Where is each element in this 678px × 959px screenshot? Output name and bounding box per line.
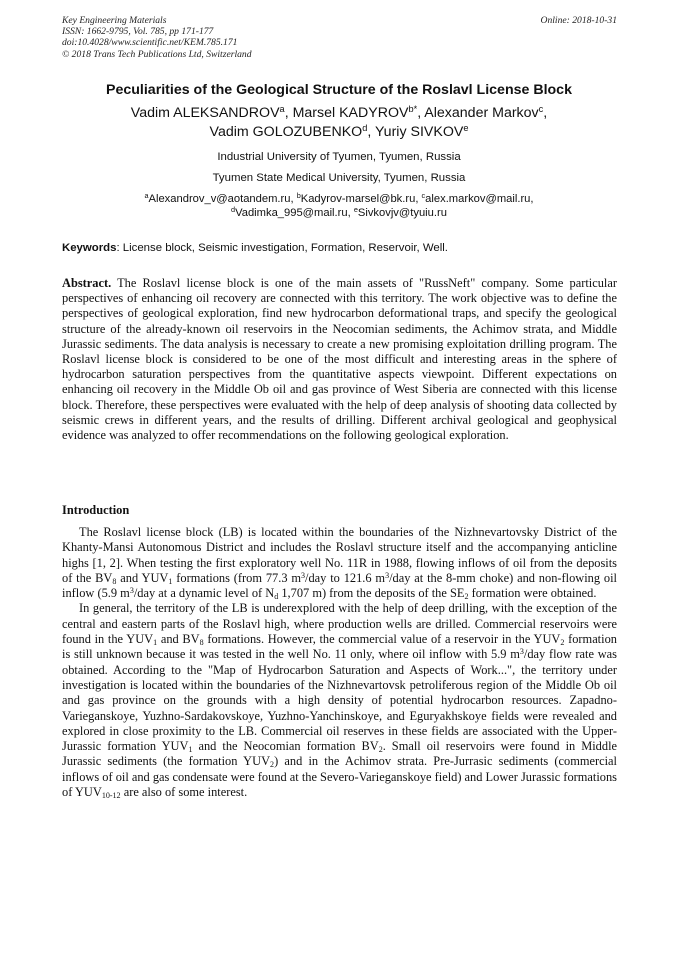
email-link[interactable]: Kadyrov-marsel@bk.ru, (300, 193, 422, 205)
paragraph: The Roslavl license block (LB) is located within the boundaries of the Nizhnevartovsky District of the Khanty-Mansi Autonomous District and includes the Roslavl structure itself and the accompanying anticline highs [1, 2]. When testing the first exploratory well No. 11R in 1988, flowing inflows of oil from the deposits of the $BV_8$ and $YUV_1$ formations (from 77.3 $m^3$/day to 121.6 $m^3$/day at the 8-mm choke) and non-flowing oil inflow (5.9 $m^3$/day at a dynamic level of $N_d$ 1,707 m) from the deposits of the $SE_2$ formation were obtained. (62, 525, 617, 602)
email-link[interactable]: Sivkovjv@tyuiu.ru (357, 207, 447, 219)
journal-header (62, 15, 617, 60)
paragraph: In general, the territory of the LB is underexplored with the help of deep drilling, with the exception of the central and eastern parts of the Roslavl high, where production wells are drilled. Commercial reservoirs were found in the $YUV_1$ and $BV_8$ formations. However, the commercial value of a reservoir in the $YUV_2$ formation is still unknown because it was tested in the well No. 11 only, where oil inflow with 5.9 $m^3$/day flow rate was obtained. According to the "Map of Hydrocarbon Saturation and Aspects of Work...", the territory under investigation is located within the boundaries of the Nizhnevartovsk petroliferous region of the Middle Ob oil and gas province on the grounds with a high density of potential hydrocarbon resources. Zapadno-Varieganskoye, Yuzhno-Sardakovskoye, Yuzhno-Yanchinskoye, and Eguryakhskoye fields were revealed and explored in close proximity to the LB. Commercial oil reserves in these fields are associated with the Upper-Jurassic formation $YUV_1$ and the Neocomian formation $BV_2$. Small oil reservoirs were found in Middle Jurassic sediments (the formation $YUV_2$) and in the Achimov strata. Pre-Jurrasic sediments (commercial inflows of oil and gas condensate were found at the Severo-Varieganskoye field) and Lower Jurassic formations of $YUV_{10-12}$ are also of some interest. (62, 601, 618, 801)
introduction-body (62, 525, 617, 800)
author-name: Yuriy SIVKOV (375, 124, 464, 140)
email-link[interactable]: Vadimka_995@mail.ru, (235, 207, 354, 219)
author-name: Vadim ALEKSANDROV (130, 105, 280, 121)
affiliation-1: Industrial University of Tyumen, Tyumen, Russia (217, 151, 461, 163)
section-heading-introduction: Introduction (62, 503, 130, 517)
copyright-line: © 2018 Trans Tech Publications Ltd, Switzerland (62, 48, 252, 60)
keywords-text: : License block, Seismic investigation, Formation, Reservoir, Well. (116, 242, 448, 254)
abstract-label: Abstract. (62, 276, 112, 290)
author-name: Alexander Markov (424, 105, 539, 121)
keywords-label: Keywords (62, 242, 117, 254)
email-list: $^a$Alexandrov_v@aotandem.ru, $^b$Kadyrov-marsel@bk.ru, $^c$alex.markov@mail.ru, $^d$Vadimka_995@mail.ru, $^e$Sivkovjv@tyuiu.ru (144, 191, 534, 219)
doi-line: doi:10.4028/www.scientific.net/KEM.785.171 (62, 37, 238, 49)
author-name: Marsel KADYROV (292, 105, 409, 121)
author-marker: b* (408, 104, 418, 115)
abstract (62, 276, 617, 443)
journal-name: Key Engineering Materials (62, 15, 167, 26)
affiliation-2: Tyumen State Medical University, Tyumen, Russia (212, 172, 466, 184)
email-link[interactable]: Alexandrov_v@aotandem.ru, (148, 193, 297, 205)
online-date: Online: 2018-10-31 (540, 15, 617, 26)
abstract-text: The Roslavl license block is one of the main assets of "RussNeft" company. Some particular perspectives of enhancing oil recovery are connected with this territory. The work objective was to define the perspectives of geological exploration, find new hydrocarbon deformational traps, and specify the geological structure of the already-known oil reservoirs in the Neocomian sediments, the Achimov strata, and Middle Jurassic sediments. The data analysis is necessary to create a new promising exploitation drilling program. The Roslavl license block is considered to be one of the most difficult and interesting areas in the sphere of hydrocarbon saturation perspectives from the quantitative aspects viewpoint. Different expectations on enhancing oil recovery in the Middle Ob oil and gas province of West Siberia are connected with this license block. Therefore, these perspectives were evaluated with the help of deep analysis of shooting data collected by seismic crews in different years, and the results of drilling. Different archival geological and geophysical evidence was analyzed to offer recommendations on the following geological exploration. (62, 276, 617, 443)
paper-title: Peculiarities of the Geological Structure of the Roslavl License Block (106, 82, 572, 98)
author-name: Vadim GOLOZUBENKO (209, 124, 363, 140)
author-marker: e (463, 123, 469, 134)
issn-line: ISSN: 1662-9795, Vol. 785, pp 171-177 (62, 26, 214, 38)
author-list: Vadim ALEKSANDROV$^a$, Marsel $KADYROV^{b*}$, Alexander Markov$^c$, Vadim GOLOZUBENKO$^d$, Yuriy SIVKOV$^e$ (130, 104, 548, 140)
author-marker: d (362, 123, 368, 134)
email-link[interactable]: alex.markov@mail.ru, (425, 193, 534, 205)
keywords (62, 241, 617, 255)
author-marker: c (538, 104, 544, 115)
author-marker: a (279, 104, 285, 115)
